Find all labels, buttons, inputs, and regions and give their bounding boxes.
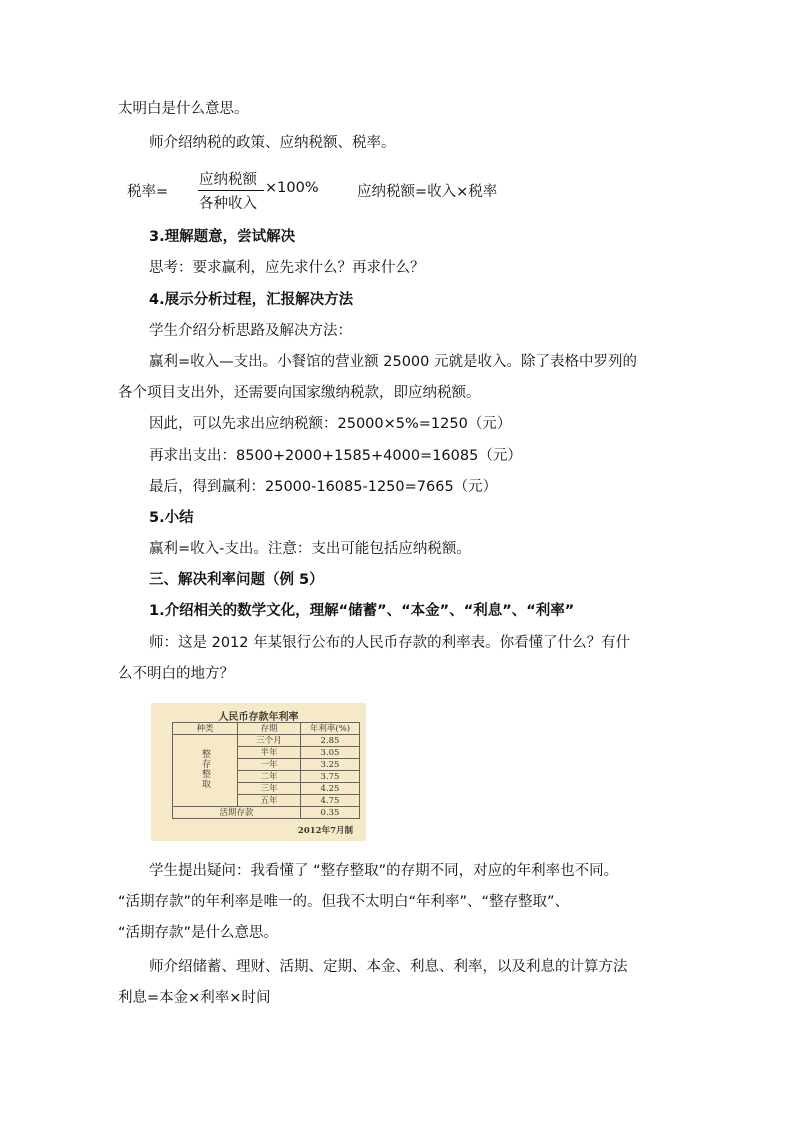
- tax-amount-formula: 应纳税额=收入×税率: [357, 184, 498, 200]
- rate-cell: 2.85: [301, 735, 360, 747]
- paragraph-line: 师介绍纳税的政策、应纳税额、税率。: [149, 135, 396, 151]
- interest-rate-table-figure: [151, 703, 366, 841]
- paragraph-line: 利息=本金×利率×时间: [118, 990, 271, 1006]
- paragraph-line: 思考：要求赢利，应先求什么？再求什么？: [149, 260, 425, 276]
- rate-table: [172, 722, 360, 819]
- table-row: [173, 807, 360, 819]
- paragraph-line: 学生提出疑问：我看懂了 “整存整取”的存期不同，对应的年利率也不同。: [149, 863, 619, 879]
- rate-cell: 4.75: [301, 795, 360, 807]
- paragraph-line: 么不明白的地方？: [118, 666, 234, 682]
- header-cell: 存期: [238, 723, 301, 735]
- paragraph-line: 各个项目支出外，还需要向国家缴纳税款，即应纳税额。: [118, 385, 481, 401]
- section-heading: 三、解决利率问题（例 5）: [149, 572, 324, 588]
- header-cell: 种类: [173, 723, 238, 735]
- table-footnote: 2012年7月制: [297, 826, 353, 836]
- term-cell: 半年: [238, 747, 301, 759]
- section-heading: 1.介绍相关的数学文化，理解“储蓄”、“本金”、“利息”、“利率”: [149, 603, 575, 619]
- paragraph-line: 赢利=收入-支出。注意：支出可能包括应纳税额。: [149, 541, 471, 557]
- paragraph-line: 再求出支出：8500+2000+1585+4000=16085（元）: [149, 448, 522, 464]
- section-heading: 3.理解题意，尝试解决: [149, 229, 296, 245]
- formula-label: 税率=: [127, 184, 169, 200]
- section-heading: 4.展示分析过程，汇报解决方法: [149, 292, 354, 308]
- paragraph-line: 师：这是 2012 年某银行公布的人民币存款的利率表。你看懂了什么？有什: [149, 635, 631, 651]
- category-label: 整存整取: [200, 749, 210, 789]
- section-heading: 5.小结: [149, 510, 194, 526]
- formula-denominator: 各种收入: [199, 196, 257, 212]
- paragraph-line: 学生介绍分析思路及解决方法：: [149, 323, 352, 339]
- term-cell: 三年: [238, 783, 301, 795]
- term-cell: 五年: [238, 795, 301, 807]
- term-cell: 三个月: [238, 735, 301, 747]
- table-header-row: [173, 723, 360, 735]
- paragraph-line: “活期存款”是什么意思。: [118, 925, 279, 941]
- paragraph-line: 因此，可以先求出应纳税额：25000×5%=1250（元）: [149, 416, 512, 432]
- paragraph-line: 赢利=收入—支出。小餐馆的营业额 25000 元就是收入。除了表格中罗列的: [149, 354, 637, 370]
- rate-cell: 0.35: [301, 807, 360, 819]
- rate-cell: 3.75: [301, 771, 360, 783]
- paragraph-line: “活期存款”的年利率是唯一的。但我不太明白“年利率”、“整存整取”、: [118, 894, 570, 910]
- current-deposit-cell: 活期存款: [173, 807, 301, 819]
- rate-cell: 3.05: [301, 747, 360, 759]
- rate-cell: 4.25: [301, 783, 360, 795]
- category-cell: [173, 735, 238, 807]
- table-row: [173, 735, 360, 747]
- term-cell: 二年: [238, 771, 301, 783]
- paragraph-line: 最后，得到赢利：25000-16085-1250=7665（元）: [149, 479, 498, 495]
- formula-multiplier: ×100%: [265, 180, 319, 196]
- paragraph-line: 师介绍储蓄、理财、活期、定期、本金、利息、利率，以及利息的计算方法: [149, 959, 628, 975]
- header-cell: 年利率(%): [301, 723, 360, 735]
- fraction-bar: [198, 190, 264, 191]
- formula-numerator: 应纳税额: [199, 172, 257, 188]
- term-cell: 一年: [238, 759, 301, 771]
- paragraph-line: 太明白是什么意思。: [118, 101, 249, 117]
- rate-table-title: 人民币存款年利率: [218, 712, 299, 723]
- rate-cell: 3.25: [301, 759, 360, 771]
